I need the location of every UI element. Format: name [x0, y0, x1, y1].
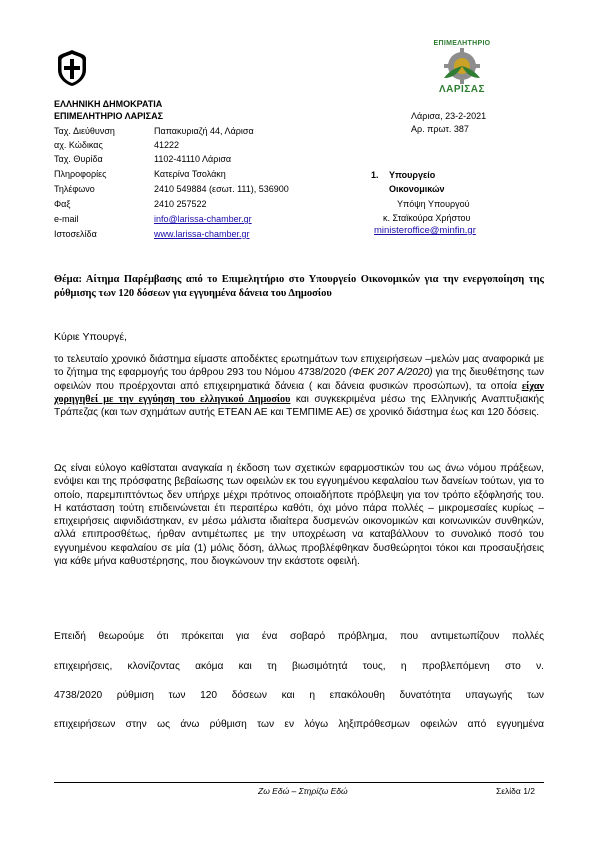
contact-row-fax — [54, 199, 354, 211]
chamber-logo — [428, 40, 496, 98]
paragraph-3-line: επιχειρήσεων στην ως άνω ρύθμιση των εν λόγω ληξιπρόθεσμων οφειλών από εγγυημένα — [54, 719, 544, 730]
org-name-line2: ΕΠΙΜΕΛΗΤΗΡΙΟ ΛΑΡΙΣΑΣ — [54, 111, 163, 121]
website-link[interactable]: www.larissa-chamber.gr — [154, 229, 250, 239]
paragraph-1-part3: και συγκεκριμένα μέσω της Ελληνικής Αναπτυξιακής Τράπεζας (και των σχημάτων αυτής ΕΤΕΑΝ ΑΕ και ΤΕΜΠΙΜΕ ΑΕ) σε χρονικό διάστημα έως και 120 δόσεις. — [54, 393, 544, 419]
paragraph-1-part1: το τελευταίο χρονικό διάστημα είμαστε αποδέκτες ερωτημάτων των επιχειρήσεων –μελών μας αναφορικά με το ζήτημα της εφαρμογής του άρθρου 293 του Νόμου 4738/2020 — [54, 354, 544, 379]
contact-label: Πληροφορίες — [54, 169, 107, 179]
recipient-line2: Οικονομικών — [389, 184, 445, 194]
recipient-number: 1. — [371, 170, 379, 180]
recipient-email-link[interactable]: ministeroffice@minfin.gr — [374, 225, 476, 236]
contact-label: Φαξ — [54, 199, 71, 209]
contact-label: Τηλέφωνο — [54, 184, 95, 194]
contact-row-info — [54, 169, 354, 181]
contact-label: Ταχ. Διεύθυνση — [54, 126, 115, 136]
paragraph-2: Ως είναι εύλογο καθίσταται αναγκαία η έκδοση των σχετικών εφαρμοστικών του ως άνω νόμου πράξεων, ενόψει και της πρόσφατης βεβαίωσης των οφειλών εκ του εγγυημένου κεφαλαίου των δανείων τούτων, για το οποίο, παρεμπιπτόντως δεν υπήρχε μέχρι πρότινος οποιαδήποτε πρόβλεψη για τον τρόπο εξόφλησής του. Η κατάσταση τούτη επιδεινώνεται έτι περαιτέρω καθότι, όχι μόνο πάρα πολλές – μικρομεσαίες κυρίως – επιχειρήσεις αιφνιδιάστηκαν, εν μέσω μάλιστα ιδιαίτερα δυσμενών οικονομικών και κοινωνικών συνθηκών, αλλά επιπροσθέτως, ήρθαν αντιμέτωπες με την υποχρέωση να καταβάλλουν το συνολικό ποσό του εγγυημένου κεφαλαίου σε μία (1) μόλις δόση, άλλως προβλέφθηκαν δυσθεώρητοι τόκοι και προσαυξήσεις για κάθε μήνα καθυστέρησης, που διογκώνουν την εκάστοτε οφειλή. — [54, 463, 544, 568]
letter-date: Λάρισα, 23-2-2021 — [411, 111, 487, 121]
org-name-line1: ΕΛΛΗΝΙΚΗ ΔΗΜΟΚΡΑΤΙΑ — [54, 99, 163, 109]
contact-row-email — [54, 214, 354, 226]
contact-row-pobox — [54, 154, 354, 166]
subject-block — [54, 273, 544, 301]
coat-of-arms-emblem — [55, 48, 89, 88]
contact-value: 41222 — [154, 140, 180, 150]
contact-value: 1102-41110 Λάρισα — [154, 154, 232, 164]
paragraph-1-italic: (ΦΕΚ 207 Α/2020) — [348, 367, 433, 379]
contact-row-postcode — [54, 140, 354, 152]
contact-row-address — [54, 126, 354, 138]
logo-bottom-text: ΛΑΡΙΣΑΣ — [438, 84, 486, 95]
gear-leaf-icon — [438, 48, 486, 84]
contact-value: Κατερίνα Τσολάκη — [154, 169, 226, 179]
protocol-number: Αρ. πρωτ. 387 — [411, 124, 469, 134]
recipient-line3: Υπόψη Υπουργού — [397, 199, 470, 209]
paragraph-1 — [54, 353, 544, 419]
footer-rule — [54, 782, 544, 783]
contact-label: e-mail — [54, 214, 79, 224]
paragraph-1-part2: για της διευθέτησης των οφειλών που προέρχονται από επιχειρηματικά δάνεια ( και δάνεια φυσικών προσώπων), τα οποία — [54, 367, 544, 392]
paragraph-3-line: 4738/2020 ρύθμιση των 120 δόσεων και η επακόλουθη δυνατότητα υπαγωγής των — [54, 690, 544, 701]
contact-label: Ταχ. Θυρίδα — [54, 154, 103, 164]
page-number: Σελίδα 1/2 — [496, 786, 536, 796]
paragraph-3-line: επιχειρήσεις, κλονίζοντας ακόμα και τη βιωσιμότητά τους, η προβλεπόμενη στο ν. — [54, 661, 544, 672]
subject-label: Θέμα: — [54, 274, 82, 285]
logo-top-text: ΕΠΙΜΕΛΗΤΗΡΙΟ — [433, 40, 491, 47]
email-link[interactable]: info@larissa-chamber.gr — [154, 214, 252, 224]
footer-motto: Ζω Εδώ – Στηρίζω Εδώ — [258, 786, 348, 796]
contact-value: 2410 257522 — [154, 199, 207, 209]
contact-row-phone — [54, 184, 354, 196]
contact-label: αχ. Κώδικας — [54, 140, 103, 150]
contact-label: Ιστοσελίδα — [54, 229, 97, 239]
paragraph-3-line: Επειδή θεωρούμε ότι πρόκειται για ένα σοβαρό πρόβλημα, που αντιμετωπίζουν πολλές — [54, 631, 544, 642]
recipient-line4: κ. Σταϊκούρα Χρήστου — [383, 213, 471, 223]
subject-text: Αίτημα Παρέμβασης από το Επιμελητήριο στο Υπουργείο Οικονομικών για την ενεργοποίηση της ρύθμισης των 120 δόσεων για εγγυημένα δάνεια του Δημοσίου — [54, 274, 544, 299]
recipient-line1: Υπουργείο — [389, 170, 436, 180]
salutation: Κύριε Υπουργέ, — [54, 331, 127, 343]
contact-row-website — [54, 229, 354, 241]
contact-value: Παπακυριαζή 44, Λάρισα — [154, 126, 254, 136]
paragraph-1-emphasis: είχαν χορηγηθεί με την εγγύηση του ελληνικού Δημοσίου — [54, 380, 544, 405]
contact-value: 2410 549884 (εσωτ. 111), 536900 — [154, 184, 289, 194]
